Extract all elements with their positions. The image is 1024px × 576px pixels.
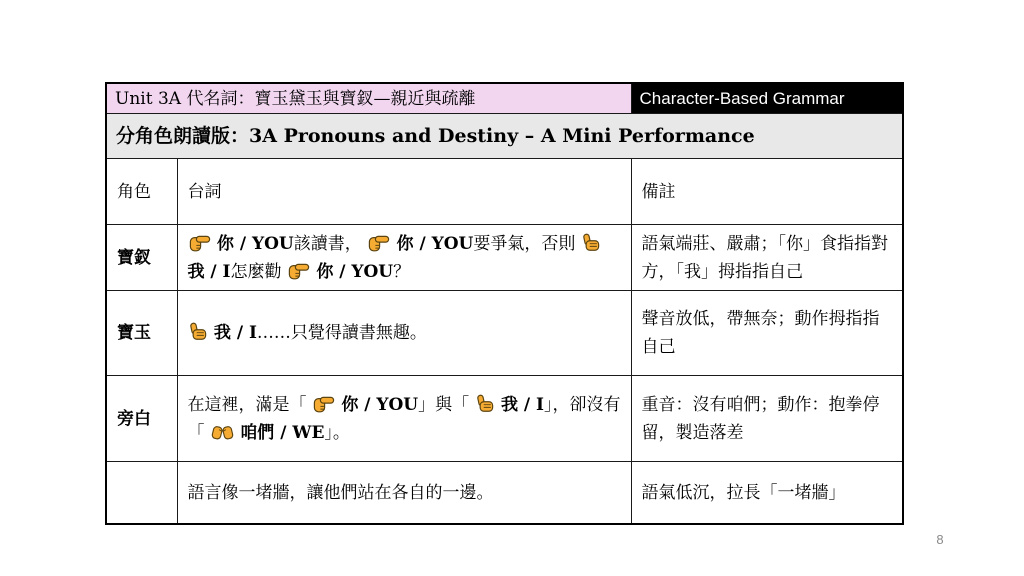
grammar-table bbox=[105, 82, 904, 525]
column-header-lines: 台詞 bbox=[177, 159, 631, 225]
table-row-baoyu bbox=[106, 291, 903, 376]
thumbs-up-icon bbox=[189, 322, 208, 341]
note-cell: 重音：沒有咱們；動作：抱拳停留，製造落差 bbox=[631, 376, 903, 462]
role-cell: 寶玉 bbox=[106, 291, 177, 376]
role-cell bbox=[106, 462, 177, 525]
grammar-badge: Character-Based Grammar bbox=[631, 83, 903, 114]
column-header-notes: 備註 bbox=[631, 159, 903, 225]
table-row-narrator bbox=[106, 376, 903, 462]
line-cell: 在這裡，滿是「 你 / YOU」與「 我 / I」，卻沒有「 咱們 / WE」。 bbox=[177, 376, 631, 462]
point-right-icon bbox=[368, 234, 390, 252]
thumbs-up-icon bbox=[582, 233, 601, 252]
role-cell: 旁白 bbox=[106, 376, 177, 462]
column-header-role: 角色 bbox=[106, 159, 177, 225]
table-row-wall bbox=[106, 462, 903, 525]
note-cell: 語氣端莊、嚴肅；「你」食指指對方，「我」拇指指自己 bbox=[631, 225, 903, 291]
point-right-icon bbox=[189, 234, 211, 252]
subtitle-row bbox=[106, 114, 903, 159]
unit-title: Unit 3A 代名詞：寶玉黛玉與寶釵—親近與疏離 bbox=[106, 83, 631, 114]
thumbs-up-icon bbox=[476, 394, 495, 413]
open-hands-icon bbox=[211, 424, 234, 441]
point-right-icon bbox=[313, 395, 335, 413]
note-cell: 語氣低沉，拉長「一堵牆」 bbox=[631, 462, 903, 525]
table-header-row bbox=[106, 159, 903, 225]
page-number: 8 bbox=[936, 532, 944, 547]
point-right-icon bbox=[288, 262, 310, 280]
table-row-baochai bbox=[106, 225, 903, 291]
note-cell: 聲音放低，帶無奈；動作拇指指自己 bbox=[631, 291, 903, 376]
line-cell: 我 / I……只覺得讀書無趣。 bbox=[177, 291, 631, 376]
line-cell: 語言像一堵牆，讓他們站在各自的一邊。 bbox=[177, 462, 631, 525]
title-row bbox=[106, 83, 903, 114]
subtitle-text: 分角色朗讀版：3A Pronouns and Destiny – A Mini Performance bbox=[106, 114, 903, 159]
line-cell: 你 / YOU該讀書， 你 / YOU要爭氣，否則 我 / I怎麼勸 你 / YOU？ bbox=[177, 225, 631, 291]
role-cell: 寶釵 bbox=[106, 225, 177, 291]
